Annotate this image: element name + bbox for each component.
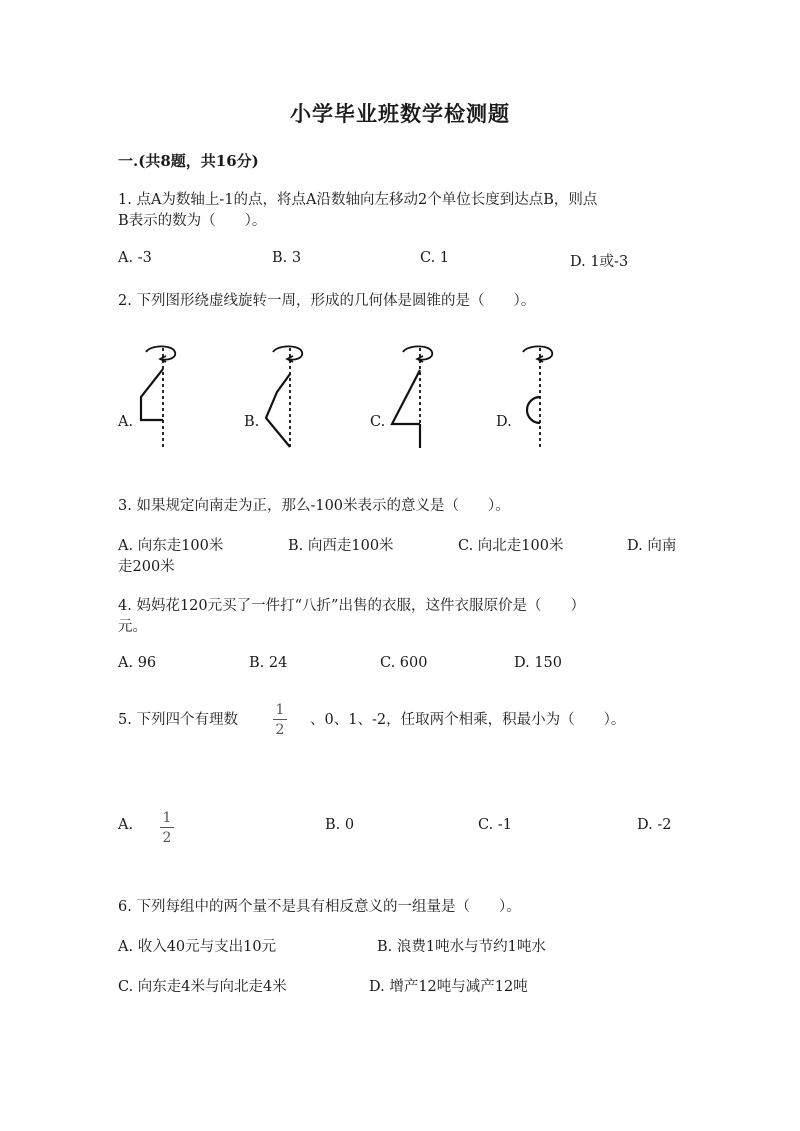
q5-fraction-numerator: 1 <box>275 702 285 718</box>
fraction-bar <box>160 827 174 828</box>
q1-stem-line2: B表示的数为（ ）。 <box>118 213 267 229</box>
q5-option-a-numerator: 1 <box>162 810 172 826</box>
figure-d-semicircle <box>523 346 552 448</box>
q5-option-a-denominator: 2 <box>162 830 172 846</box>
q6-option-b: B. 浪费1吨水与节约1吨水 <box>377 939 546 955</box>
q1-option-b: B. 3 <box>272 250 302 266</box>
q2-label-a: A. <box>118 414 134 430</box>
section-heading: 一.(共8题，共16分) <box>118 152 259 170</box>
q4-option-d: D. 150 <box>514 655 563 671</box>
q3-option-c: C. 向北走100米 <box>458 538 564 554</box>
q4-stem-line1: 4. 妈妈花120元买了一件打“八折”出售的衣服，这件衣服原价是（ ） <box>118 598 585 614</box>
q4-option-c: C. 600 <box>380 655 428 671</box>
figure-a-trapezoid <box>141 346 175 448</box>
fraction-bar <box>273 719 287 720</box>
q2-stem: 2. 下列图形绕虚线旋转一周，形成的几何体是圆锥的是（ ）。 <box>118 293 536 309</box>
q4-option-b: B. 24 <box>249 655 288 671</box>
q6-option-d: D. 增产12吨与减产12吨 <box>369 979 528 995</box>
q4-stem-line2: 元。 <box>118 619 147 635</box>
q4-option-a: A. 96 <box>118 655 157 671</box>
q3-option-b: B. 向西走100米 <box>288 538 394 554</box>
q5-option-d: D. -2 <box>637 817 672 833</box>
q1-option-d: D. 1或-3 <box>570 254 629 270</box>
q1-option-c: C. 1 <box>420 250 450 266</box>
q5-stem-start: 5. 下列四个有理数 <box>118 712 238 728</box>
q2-figures <box>0 0 800 470</box>
q3-option-d: D. 向南 <box>627 538 677 554</box>
figure-c-right-triangle <box>392 346 432 448</box>
q2-label-d: D. <box>496 414 512 430</box>
figure-b-quadrilateral <box>266 346 302 448</box>
q5-option-b: B. 0 <box>325 817 355 833</box>
q3-option-a: A. 向东走100米 <box>118 538 224 554</box>
q3-option-d-cont: 走200米 <box>118 559 175 575</box>
q6-stem: 6. 下列每组中的两个量不是具有相反意义的一组量是（ ）。 <box>118 899 521 915</box>
q5-fraction-denominator: 2 <box>275 722 285 738</box>
q1-option-a: A. -3 <box>118 250 152 266</box>
page-title: 小学毕业班数学检测题 <box>290 101 510 126</box>
q5-option-c: C. -1 <box>478 817 512 833</box>
q5-option-a-fraction <box>160 811 174 845</box>
q2-label-c: C. <box>370 414 386 430</box>
q5-option-a: A. <box>118 817 134 833</box>
q6-option-c: C. 向东走4米与向北走4米 <box>118 979 287 995</box>
q5-fraction <box>273 703 287 737</box>
q1-stem-line1: 1. 点A为数轴上-1的点，将点A沿数轴向左移动2个单位长度到达点B，则点 <box>118 192 598 208</box>
q2-label-b: B. <box>244 414 260 430</box>
q5-stem-end: 、0、1、-2，任取两个相乘，积最小为（ ）。 <box>310 712 626 728</box>
q6-option-a: A. 收入40元与支出10元 <box>118 939 277 955</box>
q3-stem: 3. 如果规定向南走为正，那么-100米表示的意义是（ ）。 <box>118 498 510 514</box>
